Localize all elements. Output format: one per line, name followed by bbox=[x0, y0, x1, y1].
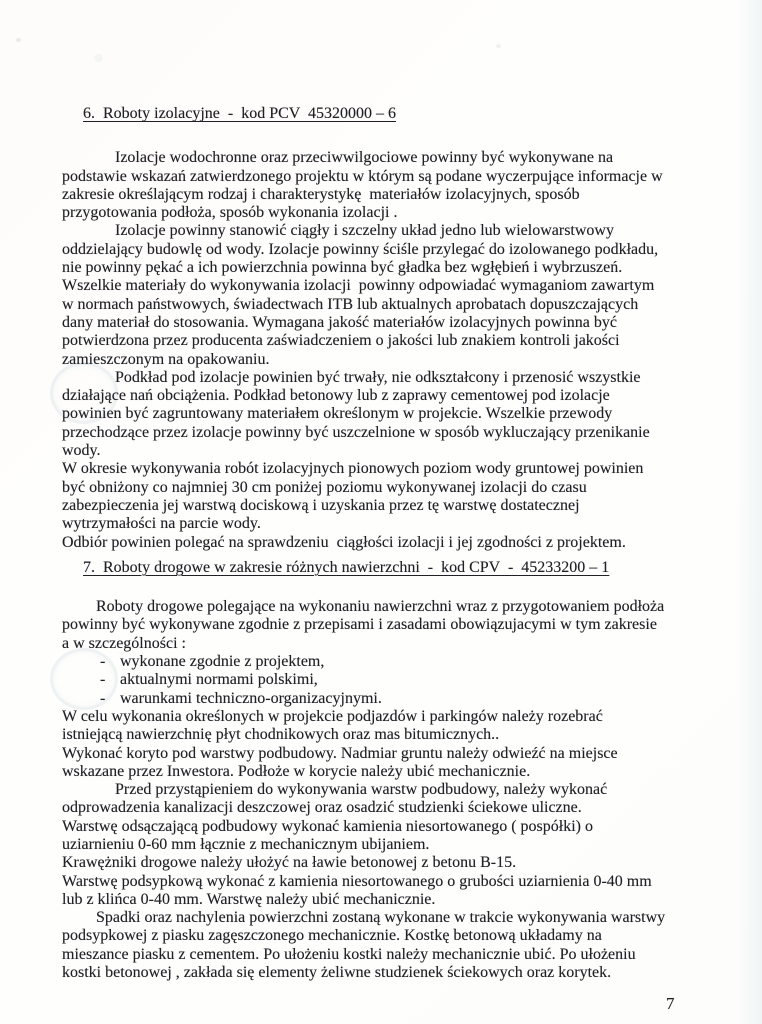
paragraph bbox=[62, 369, 716, 460]
paragraph bbox=[62, 745, 716, 782]
paragraph bbox=[62, 149, 716, 222]
page-number: 7 bbox=[666, 994, 675, 1013]
text-line: być obniżony co najmniej 30 cm poniżej poziomu wykonywanej izolacji do czasu bbox=[62, 478, 587, 496]
paragraph bbox=[62, 708, 716, 745]
text-line: w normach państwowych, świadectwach ITB lub aktualnych aprobatach dopuszczających bbox=[62, 295, 639, 313]
text-line: mieszance piasku z cementem. Po ułożeniu kostki należy mechanicznie ubić. Po ułożeniu bbox=[62, 945, 636, 963]
paragraph bbox=[62, 534, 716, 552]
text-line: powinien być zagruntowany materiałem określonym w projekcie. Wszelkie przewody bbox=[62, 405, 613, 423]
paragraph bbox=[62, 598, 716, 653]
text-line: zamieszczonym na opakowaniu. bbox=[62, 350, 270, 368]
text-line: oddzielający budowlę od wody. Izolacje powinny ściśle przylegać do izolowanego podkładu, bbox=[62, 240, 659, 258]
paragraph bbox=[62, 909, 716, 982]
bullet-item bbox=[62, 671, 716, 689]
text-line: lub z klińca 0-40 mm. Warstwę należy ubić mechanicznie. bbox=[62, 890, 436, 908]
text-line: działające nań obciążenia. Podkład betonowy lub z zaprawy cementowej pod izolacje bbox=[62, 387, 610, 405]
paragraph bbox=[62, 222, 716, 368]
paragraph bbox=[62, 781, 716, 818]
bullet-dash: - bbox=[100, 671, 106, 689]
paragraph bbox=[62, 818, 716, 855]
text-line: a w szczególności : bbox=[62, 634, 186, 652]
text-line: wytrzymałości na parcie wody. bbox=[62, 515, 261, 533]
section-heading-text: 7. Roboty drogowe w zakresie różnych nawierzchni - kod CPV - 45233200 – 1 bbox=[83, 558, 610, 576]
text-line: istniejącą nawierzchnię płyt chodnikowych oraz mas bitumicznych.. bbox=[62, 726, 500, 744]
text-line: uziarnieniu 0-60 mm łącznie z mechanicznym ubijaniem. bbox=[62, 835, 430, 853]
text-line: wskazane przez Inwestora. Podłoże w korycie należy ubić mechanicznie. bbox=[62, 762, 531, 780]
document-body bbox=[62, 105, 716, 982]
scan-speck-artifact bbox=[16, 38, 21, 42]
text-line: Przed przystąpieniem do wykonywania warstw podbudowy, należy wykonać bbox=[115, 781, 608, 799]
text-line: przygotowania podłoża, sposób wykonania izolacji . bbox=[62, 204, 398, 222]
heading-section-6 bbox=[62, 105, 716, 123]
bullet-item-text: aktualnymi normami polskimi, bbox=[120, 671, 318, 689]
text-line: Wykonać koryto pod warstwy podbudowy. Nadmiar gruntu należy odwieźć na miejsce bbox=[62, 744, 618, 762]
section-heading-text: 6. Roboty izolacyjne - kod PCV 45320000 – 6 bbox=[83, 105, 397, 122]
bullet-item-text: warunkami techniczno-organizacyjnymi. bbox=[120, 689, 382, 707]
text-line: Izolacje wodochronne oraz przeciwwilgociowe powinny być wykonywane na bbox=[115, 149, 614, 167]
scan-edge-shade bbox=[736, 0, 762, 1024]
text-line: potwierdzona przez producenta zaświadczeniem o jakości lub znakiem kontroli jakości bbox=[62, 332, 620, 350]
text-line: wody. bbox=[62, 442, 101, 460]
paragraph bbox=[62, 854, 716, 872]
paragraph bbox=[62, 460, 716, 533]
bullet-dash: - bbox=[100, 653, 106, 671]
text-line: Krawężniki drogowe należy ułożyć na ławie betonowej z betonu B-15. bbox=[62, 854, 517, 872]
bullet-dash: - bbox=[100, 689, 106, 707]
text-line: podsypkowej z piasku zagęszczonego mechanicznie. Kostkę betonową układamy na bbox=[62, 927, 602, 945]
bullet-item bbox=[62, 690, 716, 708]
text-line: Warstwę odsączającą podbudowy wykonać kamienia niesortowanego ( pospółki) o bbox=[62, 817, 593, 835]
text-line: Wszelkie materiały do wykonywania izolacji powinny odpowiadać wymaganiom zawartym bbox=[62, 277, 655, 295]
bullet-item bbox=[62, 653, 716, 671]
text-line: W celu wykonania określonych w projekcie podjazdów i parkingów należy rozebrać bbox=[62, 707, 603, 725]
text-line: kostki betonowej , zakłada się elementy żeliwne studzienek ściekowych oraz korytek. bbox=[62, 964, 612, 982]
text-line: dany materiał do stosowania. Wymagana jakość materiałów izolacyjnych powinna być bbox=[62, 313, 618, 331]
text-line: Spadki oraz nachylenia powierzchni zostaną wykonane w trakcie wykonywania warstwy bbox=[96, 909, 666, 927]
text-line: powinny być wykonywane zgodnie z przepisami i zasadami obowiązujacymi w tym zakresie bbox=[62, 616, 657, 634]
bullet-list bbox=[62, 653, 716, 708]
paragraph bbox=[62, 873, 716, 910]
text-line: zakresie określającym rodzaj i charakterystykę materiałów izolacyjnych, sposób bbox=[62, 185, 580, 203]
text-line: przechodzące przez izolacje powinny być uszczelnione w sposób wykluczający przenikanie bbox=[62, 423, 650, 441]
text-line: Odbiór powinien polegać na sprawdzeniu ciągłości izolacji i jej zgodności z projektem. bbox=[62, 533, 626, 551]
heading-section-7 bbox=[62, 559, 716, 577]
text-line: podstawie wskazań zatwierdzonego projektu w którym są podane wyczerpujące informacje w bbox=[62, 167, 663, 185]
text-line: W okresie wykonywania robót izolacyjnych pionowych poziom wody gruntowej powinien bbox=[62, 460, 644, 478]
bullet-item-text: wykonane zgodnie z projektem, bbox=[120, 653, 325, 671]
text-line: zabezpieczenia jej warstwą dociskową i uzyskania przez tę warstwę dostatecznej bbox=[62, 496, 580, 514]
text-line: odprowadzenia kanalizacji deszczowej oraz osadzić studzienki ściekowe uliczne. bbox=[62, 799, 582, 817]
text-line: Warstwę podsypkową wykonać z kamienia niesortowanego o grubości uziarnienia 0-40 mm bbox=[62, 872, 652, 890]
text-line: Podkład pod izolacje powinien być trwały, nie odkształcony i przenosić wszystkie bbox=[115, 368, 641, 386]
text-line: Izolacje powinny stanowić ciągły i szczelny układ jedno lub wielowarstwowy bbox=[115, 222, 614, 240]
text-line: nie powinny pękać a ich powierzchnia powinna być gładka bez wgłębień i wybrzuszeń. bbox=[62, 259, 623, 277]
text-line: Roboty drogowe polegające na wykonaniu nawierzchni wraz z przygotowaniem podłoża bbox=[96, 598, 665, 616]
